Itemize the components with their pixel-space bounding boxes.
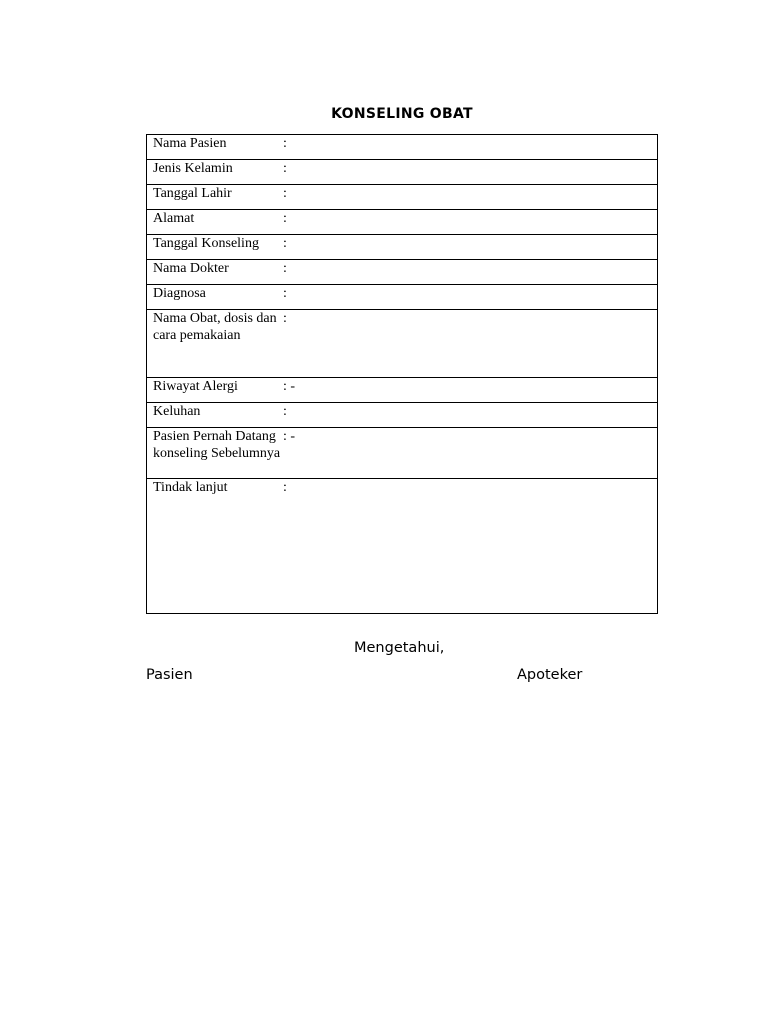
row-separator: : xyxy=(283,310,303,378)
row-label: Tanggal Lahir xyxy=(147,185,284,210)
document-title: KONSELING OBAT xyxy=(331,106,473,122)
row-label: Keluhan xyxy=(147,403,284,428)
form-row-tindak-lanjut xyxy=(147,479,658,614)
row-label: Nama Dokter xyxy=(147,260,284,285)
row-value-field[interactable] xyxy=(303,428,658,479)
row-label: Tindak lanjut xyxy=(147,479,284,614)
form-row-nama-pasien xyxy=(147,135,658,160)
patient-signature-label: Pasien xyxy=(146,667,193,683)
row-separator: : xyxy=(283,285,303,310)
row-label: Tanggal Konseling xyxy=(147,235,284,260)
row-value-field[interactable] xyxy=(303,285,658,310)
row-separator: : - xyxy=(283,378,303,403)
row-label: Alamat xyxy=(147,210,284,235)
row-value-field[interactable] xyxy=(303,260,658,285)
row-separator: : xyxy=(283,403,303,428)
row-separator: : xyxy=(283,160,303,185)
row-value-field[interactable] xyxy=(303,310,658,378)
row-separator: : xyxy=(283,210,303,235)
row-separator: : xyxy=(283,260,303,285)
row-separator: : - xyxy=(283,428,303,479)
row-value-field[interactable] xyxy=(303,378,658,403)
form-row-pasien-pernah xyxy=(147,428,658,479)
row-value-field[interactable] xyxy=(303,135,658,160)
row-label: Nama Obat, dosis dan cara pemakaian xyxy=(147,310,284,378)
form-row-jenis-kelamin xyxy=(147,160,658,185)
form-row-keluhan xyxy=(147,403,658,428)
row-separator: : xyxy=(283,479,303,614)
pharmacist-signature-label: Apoteker xyxy=(517,667,583,683)
form-row-diagnosa xyxy=(147,285,658,310)
acknowledge-label: Mengetahui, xyxy=(354,640,445,656)
form-row-nama-dokter xyxy=(147,260,658,285)
form-row-alamat xyxy=(147,210,658,235)
row-label: Jenis Kelamin xyxy=(147,160,284,185)
row-value-field[interactable] xyxy=(303,235,658,260)
row-label: Diagnosa xyxy=(147,285,284,310)
row-separator: : xyxy=(283,135,303,160)
row-separator: : xyxy=(283,235,303,260)
form-row-tanggal-konseling xyxy=(147,235,658,260)
row-label: Pasien Pernah Datang konseling Sebelumnya xyxy=(147,428,284,479)
row-label: Riwayat Alergi xyxy=(147,378,284,403)
row-value-field[interactable] xyxy=(303,403,658,428)
counseling-form-table xyxy=(146,134,658,614)
row-separator: : xyxy=(283,185,303,210)
row-value-field[interactable] xyxy=(303,210,658,235)
form-row-riwayat-alergi xyxy=(147,378,658,403)
row-value-field[interactable] xyxy=(303,479,658,614)
row-label: Nama Pasien xyxy=(147,135,284,160)
form-row-nama-obat xyxy=(147,310,658,378)
row-value-field[interactable] xyxy=(303,185,658,210)
row-value-field[interactable] xyxy=(303,160,658,185)
form-row-tanggal-lahir xyxy=(147,185,658,210)
